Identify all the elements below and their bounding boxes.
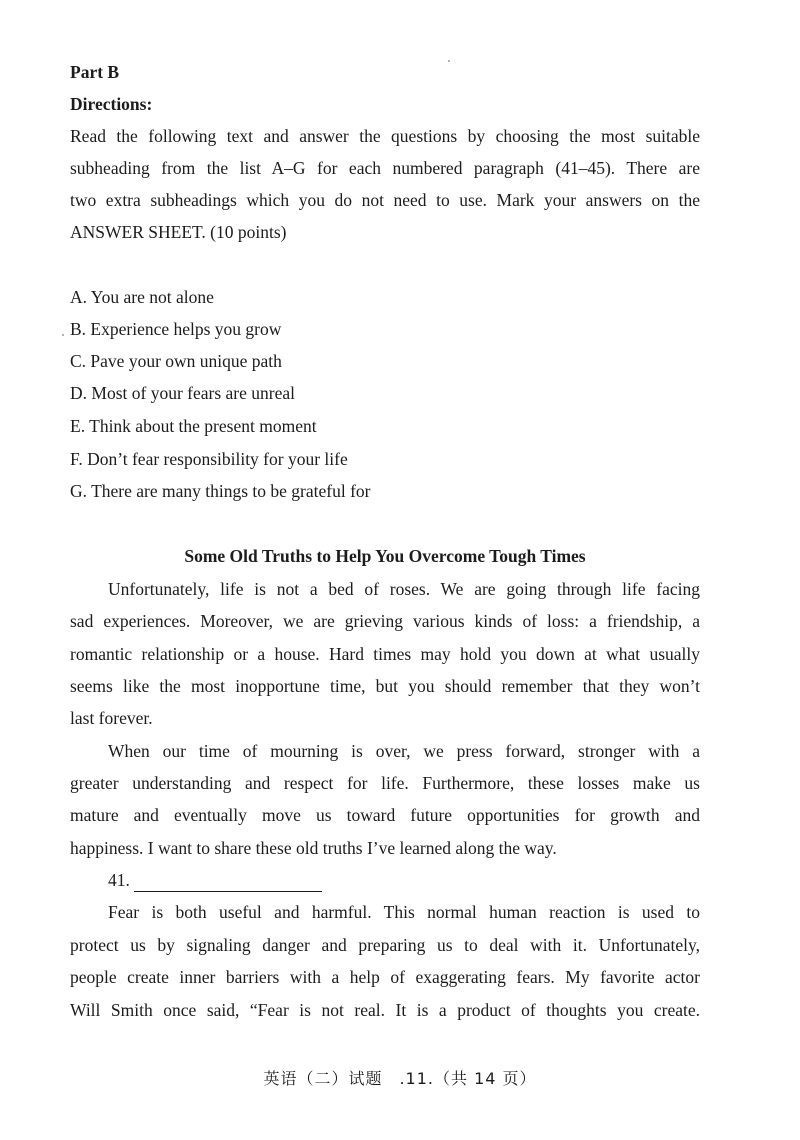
paragraph-line: seems like the most inopportune time, but you should remember that they won’t [70, 676, 700, 696]
paragraph-line: Unfortunately, life is not a bed of roses. We are going through life facing [108, 579, 700, 599]
option-g: G. There are many things to be grateful for [70, 481, 371, 501]
directions-line: two extra subheadings which you do not need to use. Mark your answers on the [70, 190, 700, 210]
directions-line: Read the following text and answer the questions by choosing the most suitable [70, 126, 700, 146]
option-c: C. Pave your own unique path [70, 351, 282, 371]
option-d: D. Most of your fears are unreal [70, 383, 295, 403]
part-heading: Part B [70, 62, 120, 82]
directions-line: ANSWER SHEET. (10 points) [70, 222, 287, 242]
directions-label: Directions: [70, 94, 153, 114]
paragraph-line: happiness. I want to share these old truths I’ve learned along the way. [70, 838, 557, 858]
paragraph-line: When our time of mourning is over, we press forward, stronger with a [108, 741, 700, 761]
option-b: B. Experience helps you grow [70, 319, 282, 339]
paragraph-line: greater understanding and respect for life. Furthermore, these losses make us [70, 773, 700, 793]
option-f: F. Don’t fear responsibility for your life [70, 449, 348, 469]
question-number: 41. [108, 870, 130, 890]
paragraph-line: protect us by signaling danger and preparing us to deal with it. Unfortunately, [70, 935, 700, 955]
scan-speck [62, 334, 64, 336]
paragraph-line: sad experiences. Moreover, we are grieving various kinds of loss: a friendship, a [70, 611, 700, 631]
question-41 [108, 868, 700, 892]
article-title: Some Old Truths to Help You Overcome Tough Times [184, 546, 586, 566]
scan-speck [448, 60, 450, 62]
paragraph-line: people create inner barriers with a help of exaggerating fears. My favorite actor [70, 967, 700, 987]
directions-line: subheading from the list A–G for each numbered paragraph (41–45). There are [70, 158, 700, 178]
option-e: E. Think about the present moment [70, 416, 317, 436]
paragraph-line: last forever. [70, 708, 153, 728]
paragraph-line: mature and eventually move us toward future opportunities for growth and [70, 805, 700, 825]
page-footer: 英语（二）试题 .11.（共 14 页） [263, 1069, 537, 1088]
option-a: A. You are not alone [70, 287, 214, 307]
answer-blank[interactable] [134, 873, 322, 892]
paragraph-line: romantic relationship or a house. Hard times may hold you down at what usually [70, 644, 700, 664]
paragraph-line: Will Smith once said, “Fear is not real. It is a product of thoughts you create. [70, 1000, 700, 1020]
paragraph-line: Fear is both useful and harmful. This normal human reaction is used to [108, 902, 700, 922]
